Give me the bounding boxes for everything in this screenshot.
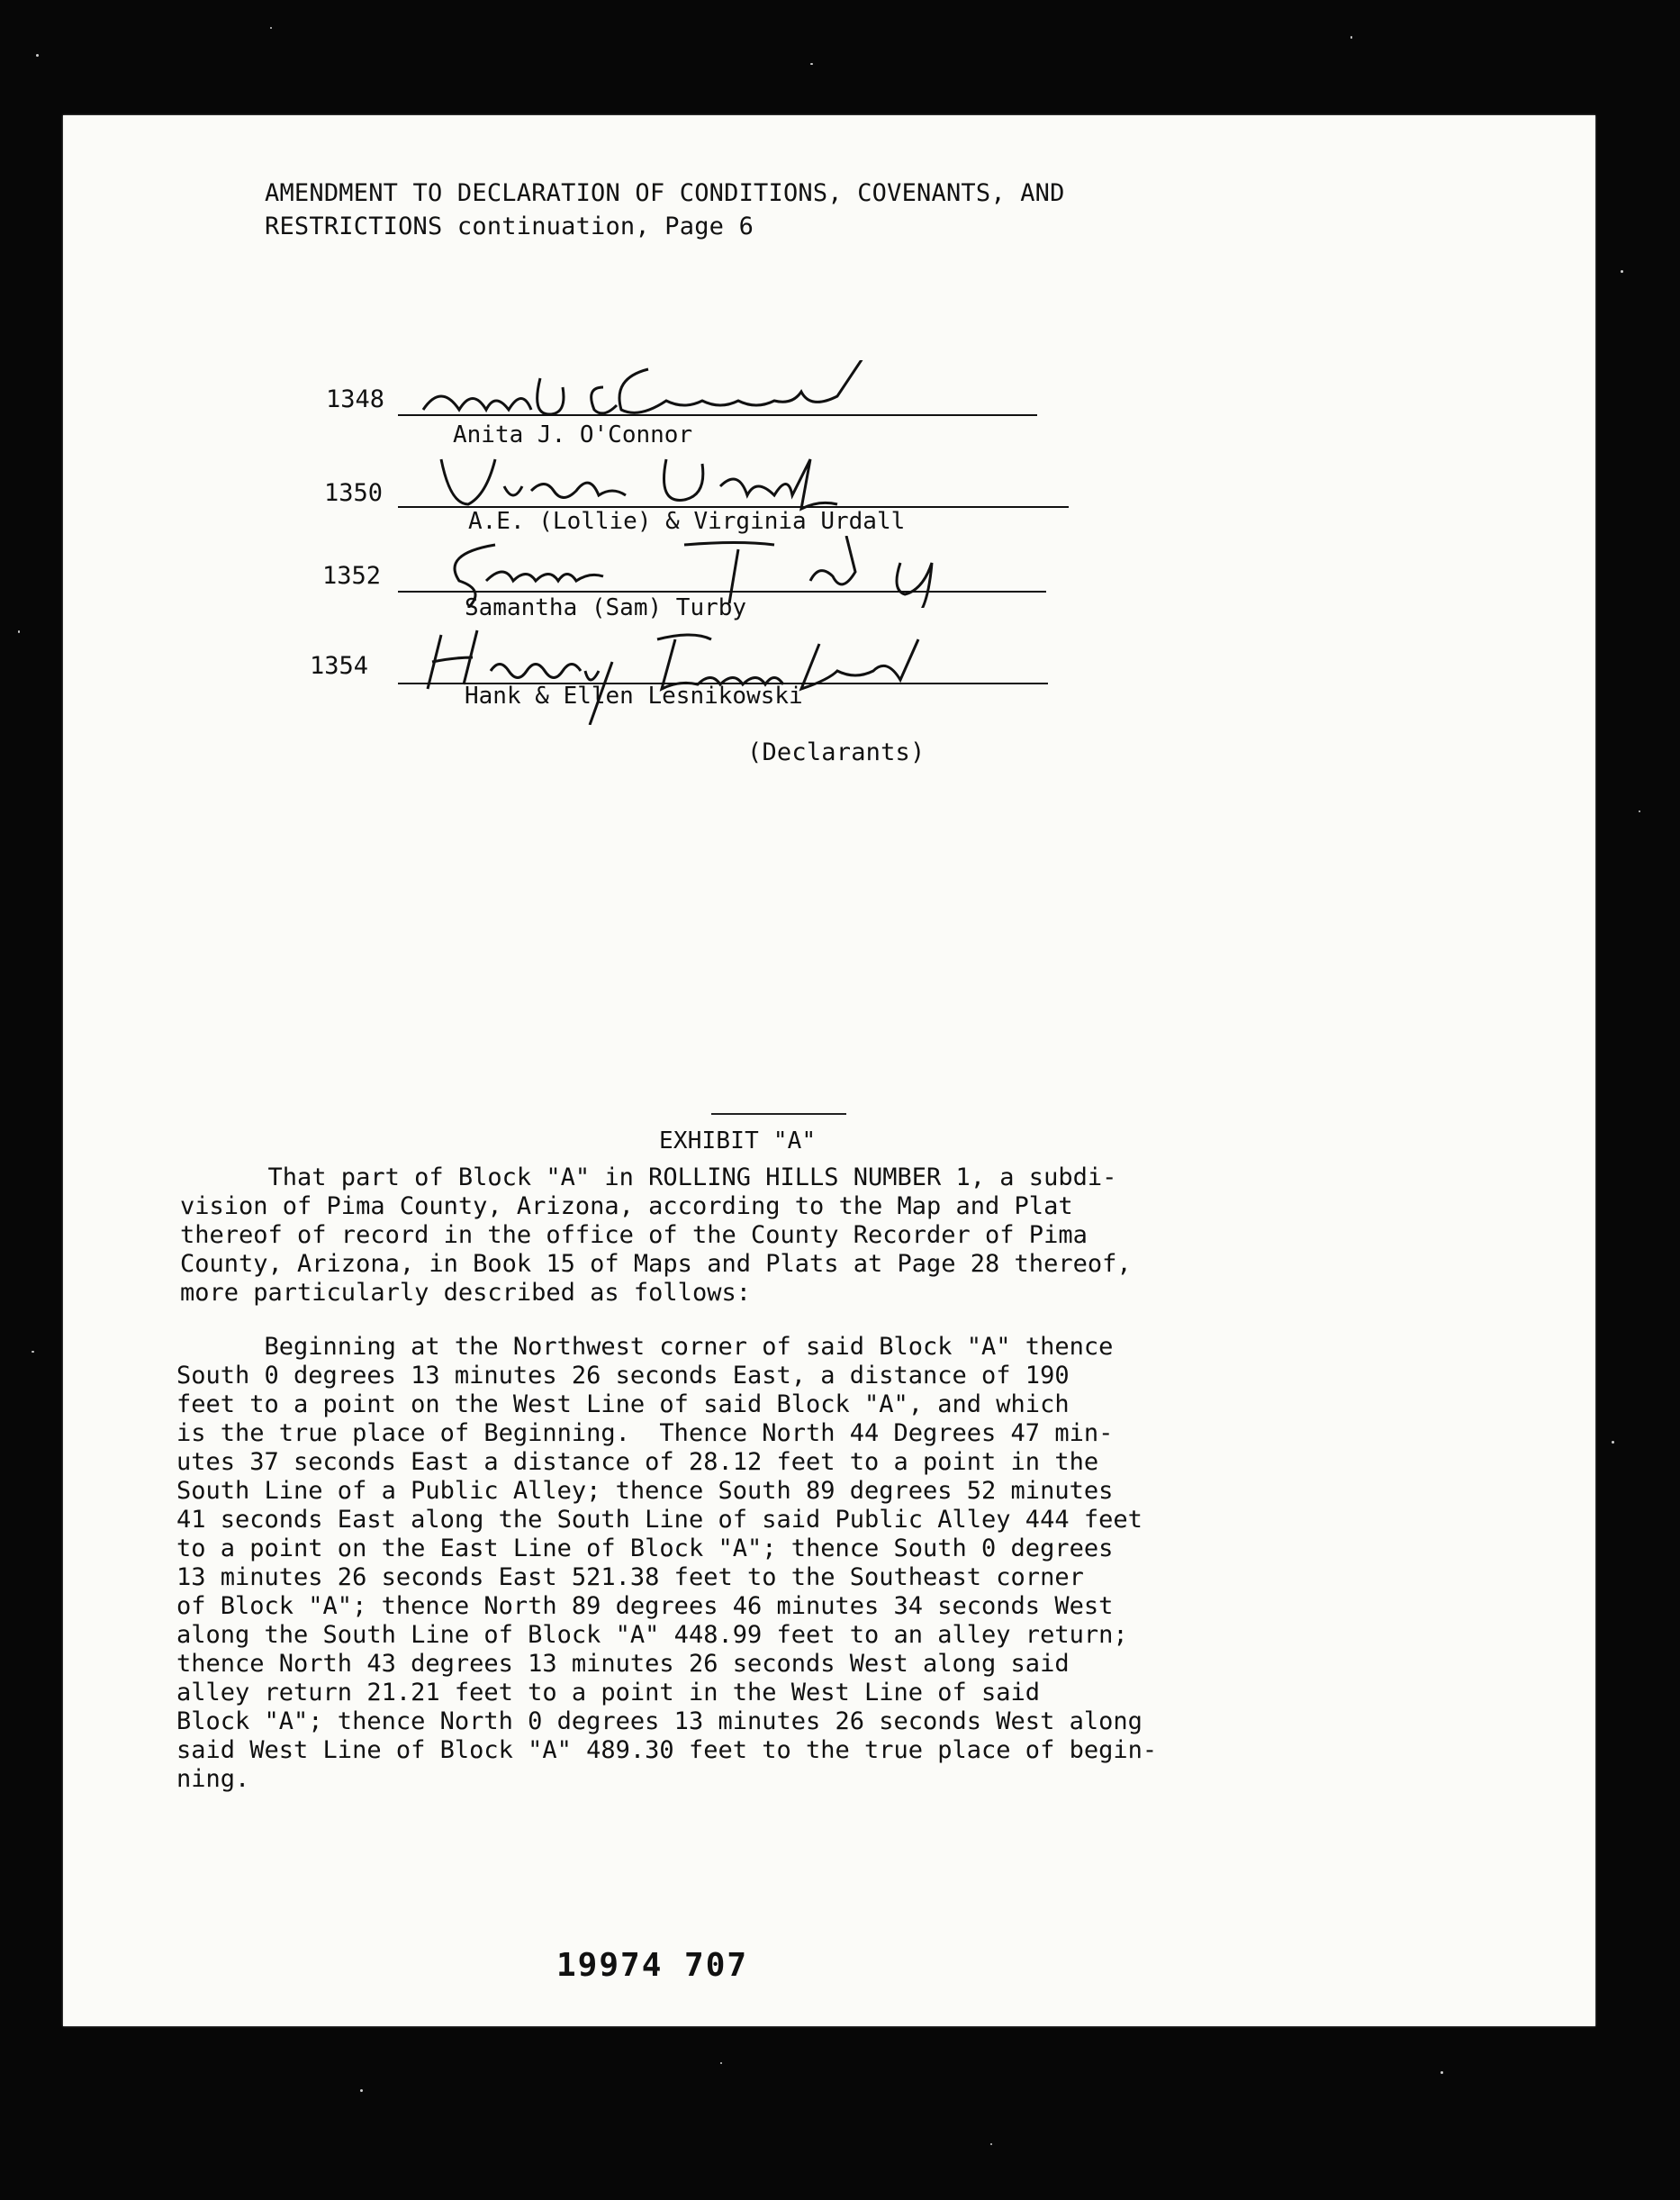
paragraph-line: South Line of a Public Alley; thence South 89 degrees 52 minutes — [176, 1477, 1114, 1505]
printed-name: A.E. (Lollie) & Virginia Urdall — [468, 508, 906, 535]
paragraph-line: alley return 21.21 feet to a point in the West Line of said — [176, 1679, 1041, 1707]
paragraph-line: more particularly described as follows: — [180, 1279, 751, 1307]
lot-number: 1350 — [324, 479, 384, 507]
lot-number: 1354 — [310, 652, 369, 680]
paragraph-line: feet to a point on the West Line of said Block "A", and which — [176, 1390, 1070, 1418]
paragraph-line: thence North 43 degrees 13 minutes 26 seconds West along said — [176, 1650, 1070, 1678]
paragraph-line: County, Arizona, in Book 15 of Maps and Plats at Page 28 thereof, — [180, 1250, 1132, 1278]
exhibit-title: EXHIBIT "A" — [659, 1127, 817, 1154]
header-line-1: AMENDMENT TO DECLARATION OF CONDITIONS, COVENANTS, AND — [265, 179, 1065, 207]
paragraph-line: That part of Block "A" in ROLLING HILLS NUMBER 1, a subdi- — [180, 1163, 1117, 1191]
paragraph-line: 13 minutes 26 seconds East 521.38 feet to the Southeast corner — [176, 1563, 1084, 1591]
declarants-label: (Declarants) — [747, 738, 926, 766]
paragraph-line: Block "A"; thence North 0 degrees 13 minutes 26 seconds West along — [176, 1707, 1143, 1735]
printed-name: Anita J. O'Connor — [453, 421, 693, 448]
exhibit-rule — [711, 1113, 846, 1115]
paragraph-line: utes 37 seconds East a distance of 28.12 feet to a point in the — [176, 1448, 1099, 1476]
paragraph-line: South 0 degrees 13 minutes 26 seconds East, a distance of 190 — [176, 1362, 1070, 1390]
printed-name: Hank & Ellen Lesnikowski — [465, 683, 803, 710]
handwritten-signature — [423, 626, 1053, 725]
paragraph-line: thereof of record in the office of the County Recorder of Pima — [180, 1221, 1088, 1249]
paragraph-line: ning. — [176, 1765, 250, 1793]
paragraph-line: of Block "A"; thence North 89 degrees 46 minutes 34 seconds West — [176, 1592, 1114, 1620]
exhibit-paragraph-1 — [180, 1163, 1450, 1308]
handwritten-signature — [414, 360, 918, 423]
paragraph-line: to a point on the East Line of Block "A"; thence South 0 degrees — [176, 1535, 1114, 1562]
document-header — [265, 177, 1065, 243]
paragraph-line: is the true place of Beginning. Thence North 44 Degrees 47 min- — [176, 1419, 1114, 1447]
paragraph-line: 41 seconds East along the South Line of said Public Alley 444 feet — [176, 1506, 1143, 1534]
header-line-2: RESTRICTIONS continuation, Page 6 — [265, 213, 754, 240]
paragraph-line: said West Line of Block "A" 489.30 feet to the true place of begin- — [176, 1736, 1158, 1764]
lot-number: 1348 — [326, 385, 385, 413]
paragraph-line: vision of Pima County, Arizona, according to the Map and Plat — [180, 1192, 1073, 1220]
handwritten-signature — [432, 450, 936, 513]
lot-number: 1352 — [322, 562, 382, 590]
exhibit-paragraph-2 — [176, 1333, 1446, 1794]
printed-name: Samantha (Sam) Turby — [465, 594, 747, 621]
paragraph-line: Beginning at the Northwest corner of said Block "A" thence — [176, 1333, 1114, 1361]
paragraph-line: along the South Line of Block "A" 448.99 feet to an alley return; — [176, 1621, 1128, 1649]
recording-number: 19974 707 — [556, 1947, 749, 1984]
